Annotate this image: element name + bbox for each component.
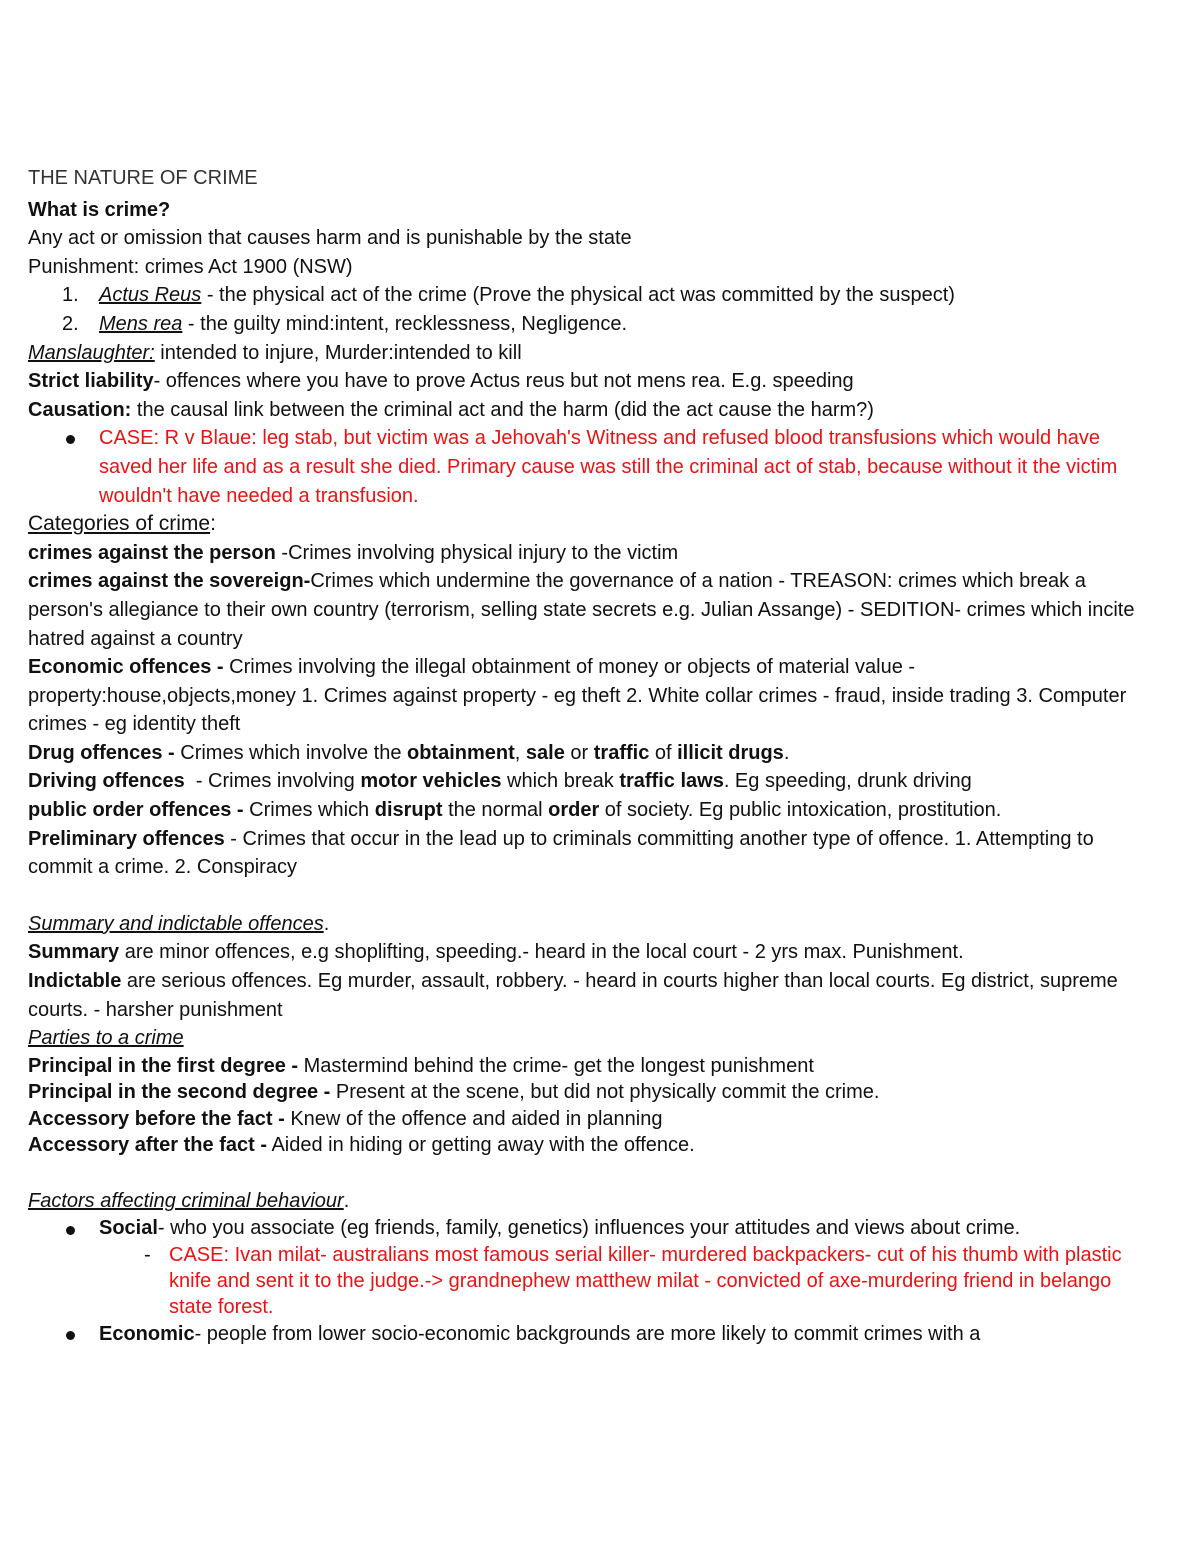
summary-indictable-heading-line <box>28 910 1140 939</box>
causation-text: the causal link between the criminal act and the harm (did the act cause the harm?) <box>131 398 874 421</box>
driving-bold-traffic-laws: traffic laws <box>619 770 724 793</box>
strict-liability-text: - offences where you have to prove Actus reus but not mens rea. E.g. speeding <box>153 370 854 393</box>
actus-reus-text: - the physical act of the crime (Prove the physical act was committed by the suspect) <box>201 284 955 307</box>
drug-bold-traffic: traffic <box>593 741 650 764</box>
drug-text-2: , <box>514 741 526 764</box>
drug-bold-illicit-drugs: illicit drugs <box>677 741 784 764</box>
party-principal-first <box>28 1053 1140 1080</box>
driving-bold-motor-vehicles: motor vehicles <box>360 770 502 793</box>
term-economic: Economic <box>99 1322 195 1345</box>
category-sovereign <box>28 567 1140 653</box>
category-person <box>28 539 1140 568</box>
term-preliminary-offences: Preliminary offences <box>28 827 225 850</box>
summary-indictable-dot: . <box>323 912 330 935</box>
term-public-order-offences: public order offences - <box>28 799 244 822</box>
category-public-order <box>28 796 1140 825</box>
parties-heading-line <box>28 1024 1140 1053</box>
accessory-before-text: Knew of the offence and aided in planning <box>284 1107 663 1130</box>
list-number: 1. <box>62 284 79 307</box>
term-manslaughter: Manslaughter: <box>28 341 155 364</box>
list-item-actus-reus <box>28 281 1140 310</box>
party-accessory-after <box>28 1132 1140 1159</box>
drug-text-5: . <box>783 741 790 764</box>
bullet-icon <box>66 1226 75 1235</box>
mens-rea-text: - the guilty mind:intent, recklessness, Negligence. <box>182 312 628 335</box>
term-indictable: Indictable <box>28 970 122 993</box>
term-actus-reus: Actus Reus <box>99 284 202 307</box>
categories-heading: Categories of crime <box>28 512 211 536</box>
manslaughter-line <box>28 339 1140 368</box>
bullet-icon <box>66 435 75 444</box>
driving-text-1: - Crimes involving <box>184 770 361 793</box>
drug-bold-obtainment: obtainment <box>407 741 515 764</box>
drug-bold-sale: sale <box>525 741 565 764</box>
categories-colon: : <box>210 512 216 536</box>
manslaughter-text: intended to injure, Murder:intended to kill <box>154 341 522 364</box>
spacer <box>28 882 1140 910</box>
public-order-bold-disrupt: disrupt <box>374 799 443 822</box>
principal-first-text: Mastermind behind the crime- get the longest punishment <box>298 1054 814 1077</box>
drug-text-1: Crimes which involve the <box>174 741 407 764</box>
term-summary: Summary <box>28 941 120 964</box>
list-number: 2. <box>62 312 79 335</box>
accessory-after-text: Aided in hiding or getting away with the offence. <box>266 1134 695 1157</box>
category-economic <box>28 653 1140 739</box>
punishment-statute: Punishment: crimes Act 1900 (NSW) <box>28 255 353 278</box>
term-causation: Causation: <box>28 398 132 421</box>
factors-heading-line <box>28 1187 1140 1216</box>
category-preliminary <box>28 825 1140 882</box>
category-drug <box>28 739 1140 768</box>
strict-liability-line <box>28 367 1140 396</box>
list-item-social <box>28 1215 1140 1242</box>
indictable-text: are serious offences. Eg murder, assault, robbery. - heard in courts higher than local courts. Eg district, supreme courts. - harsher punishment <box>28 970 1118 1021</box>
document-body <box>28 164 1140 1349</box>
drug-text-3: or <box>564 741 594 764</box>
summary-line <box>28 938 1140 967</box>
public-order-text-2: the normal <box>442 799 549 822</box>
social-text: - who you associate (eg friends, family, genetics) influences your attitudes and views about crime. <box>157 1217 1021 1240</box>
term-crimes-against-person: crimes against the person <box>28 541 276 564</box>
factors-heading: Factors affecting criminal behaviour <box>28 1189 344 1212</box>
public-order-text-3: of society. Eg public intoxication, prostitution. <box>599 799 1002 822</box>
driving-text-3: . Eg speeding, drunk driving <box>723 770 972 793</box>
causation-line <box>28 396 1140 425</box>
party-principal-second <box>28 1079 1140 1106</box>
economic-text: Crimes involving the illegal obtainment of money or objects of material value - property:house,objects,money 1. Crimes against property - eg theft 2. White collar crimes - fraud, inside trading 3. Computer crimes - eg identity theft <box>28 656 1127 736</box>
driving-text-2: which break <box>501 770 620 793</box>
party-accessory-before <box>28 1106 1140 1133</box>
term-principal-second-degree: Principal in the second degree - <box>28 1081 331 1104</box>
list-item-mens-rea <box>28 310 1140 339</box>
term-crimes-against-sovereign: crimes against the sovereign- <box>28 570 311 593</box>
summary-text: are minor offences, e.g shoplifting, speeding.- heard in the local court - 2 yrs max. Punishment. <box>119 941 964 964</box>
factors-dot: . <box>343 1189 350 1212</box>
term-driving-offences: Driving offences <box>28 770 185 793</box>
list-item-economic <box>28 1320 1140 1349</box>
public-order-text-1: Crimes which <box>243 799 375 822</box>
term-principal-first-degree: Principal in the first degree - <box>28 1054 299 1077</box>
term-accessory-after: Accessory after the fact - <box>28 1134 267 1157</box>
what-is-crime-heading: What is crime? <box>28 198 171 221</box>
term-economic-offences: Economic offences - <box>28 656 224 679</box>
economic-factor-text: - people from lower socio-economic backgrounds are more likely to commit crimes with a <box>194 1322 981 1345</box>
preliminary-text: - Crimes that occur in the lead up to criminals committing another type of offence. 1. Attempting to commit a crime. 2. Conspiracy <box>28 827 1094 879</box>
crime-definition: Any act or omission that causes harm and is punishable by the state <box>28 227 632 250</box>
indictable-line <box>28 967 1140 1024</box>
term-mens-rea: Mens rea <box>99 312 183 335</box>
category-driving <box>28 767 1140 796</box>
parties-heading: Parties to a crime <box>28 1027 184 1050</box>
list-item-case-milat <box>28 1242 1140 1320</box>
public-order-bold-order: order <box>548 799 600 822</box>
principal-second-text: Present at the scene, but did not physically commit the crime. <box>330 1081 880 1104</box>
bullet-icon <box>66 1331 75 1340</box>
term-strict-liability: Strict liability <box>28 370 154 393</box>
categories-heading-line <box>28 510 1140 539</box>
case-blaue-text: CASE: R v Blaue: leg stab, but victim was a Jehovah's Witness and refused blood transfusions which would have saved her life and as a result she died. Primary cause was still the criminal act of stab, because without it the victim wouldn't have needed a transfusion. <box>99 427 1118 507</box>
spacer <box>28 1159 1140 1187</box>
person-text: -Crimes involving physical injury to the victim <box>275 541 679 564</box>
case-milat-text: CASE: Ivan milat- australians most famous serial killer- murdered backpackers- cut of his thumb with plastic knife and sent it to the judge.-> grandnephew matthew milat - convicted of axe-murdering friend in belango state forest. <box>169 1243 1122 1318</box>
sovereign-text: Crimes which undermine the governance of a nation - TREASON: crimes which break a person's allegiance to their own country (terrorism, selling state secrets e.g. Julian Assange) - SEDITION- crimes which incite hatred against a country <box>28 570 1135 650</box>
document-title: THE NATURE OF CRIME <box>28 167 258 189</box>
term-drug-offences: Drug offences - <box>28 741 175 764</box>
list-item-case-blaue <box>28 424 1140 510</box>
drug-text-4: of <box>649 741 678 764</box>
summary-indictable-heading: Summary and indictable offences <box>28 912 324 935</box>
dash-marker: - <box>144 1243 151 1266</box>
term-accessory-before: Accessory before the fact - <box>28 1107 285 1130</box>
term-social: Social <box>99 1217 158 1240</box>
